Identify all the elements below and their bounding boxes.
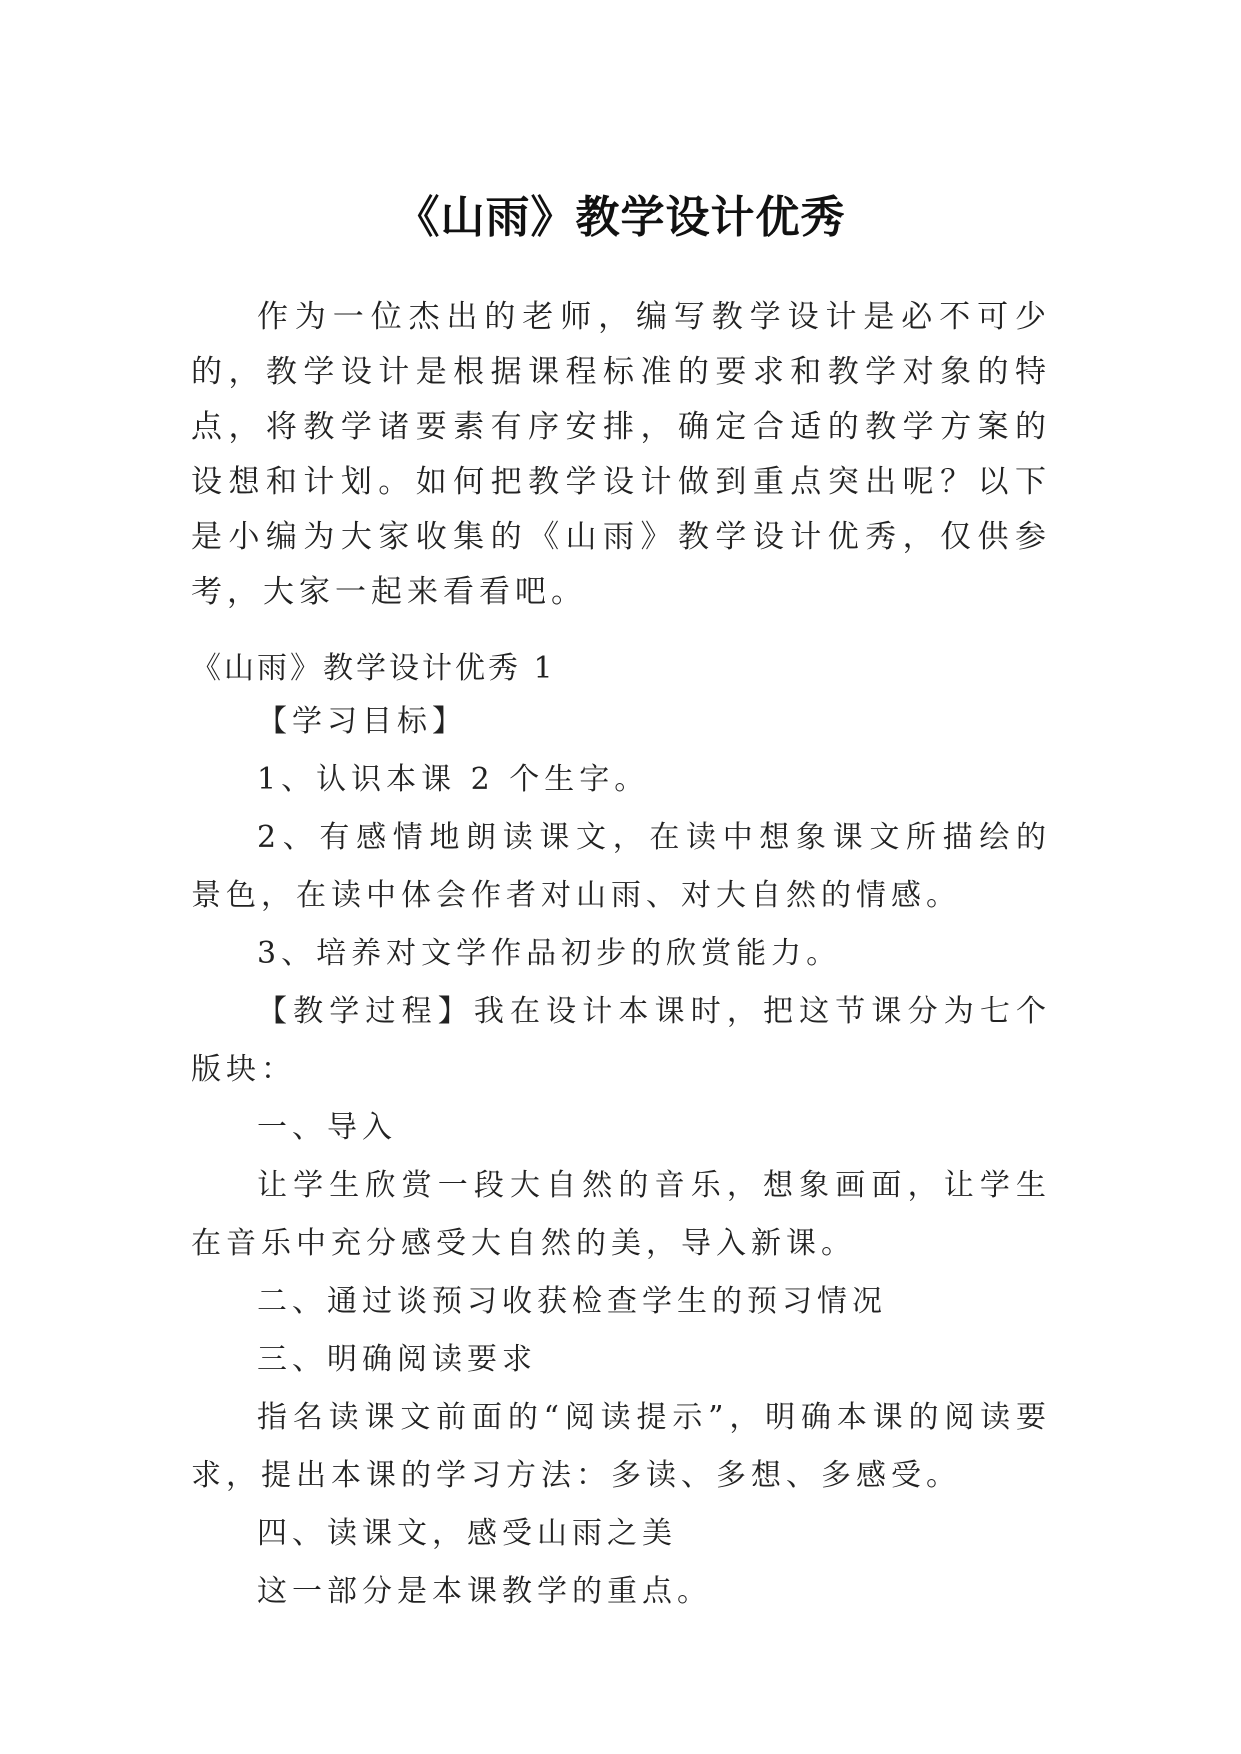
paragraph-step-1-heading: 一、导入 xyxy=(257,1110,397,1145)
section-title: 《山雨》教学设计优秀 1 xyxy=(191,651,556,686)
paragraph-step-2-heading: 二、通过谈预习收获检查学生的预习情况 xyxy=(257,1284,887,1319)
body-text xyxy=(191,693,1051,1621)
paragraph-learning-goals-heading: 【学习目标】 xyxy=(257,704,467,739)
intro-paragraph: 作为一位杰出的老师，编写教学设计是必不可少的，教学设计是根据课程标准的要求和教学对象的特点，将教学诸要素有序安排，确定合适的教学方案的设想和计划。如何把教学设计做到重点突出呢？以下是小编为大家收集的《山雨》教学设计优秀，仅供参考，大家一起来看看吧。 xyxy=(191,299,1051,610)
paragraph-step-3-heading: 三、明确阅读要求 xyxy=(257,1342,537,1377)
paragraph-step-4-body: 这一部分是本课教学的重点。 xyxy=(257,1574,712,1609)
paragraph-step-3-body: 指名读课文前面的“阅读提示”，明确本课的阅读要求，提出本课的学习方法：多读、多想、多感受。 xyxy=(191,1400,1051,1493)
paragraph-goal-3: 3、培养对文学作品初步的欣赏能力。 xyxy=(257,936,842,971)
paragraph-goal-1: 1、认识本课 2 个生字。 xyxy=(257,762,650,797)
paragraph-step-4-heading: 四、读课文，感受山雨之美 xyxy=(257,1516,677,1551)
document-title: 《山雨》教学设计优秀 xyxy=(395,192,846,244)
paragraph-goal-2: 2、有感情地朗读课文，在读中想象课文所描绘的景色，在读中体会作者对山雨、对大自然的情感。 xyxy=(191,820,1051,913)
paragraph-step-1-body: 让学生欣赏一段大自然的音乐，想象画面，让学生在音乐中充分感受大自然的美，导入新课。 xyxy=(191,1168,1051,1261)
paragraph-teaching-process: 【教学过程】我在设计本课时，把这节课分为七个版块： xyxy=(191,994,1051,1087)
